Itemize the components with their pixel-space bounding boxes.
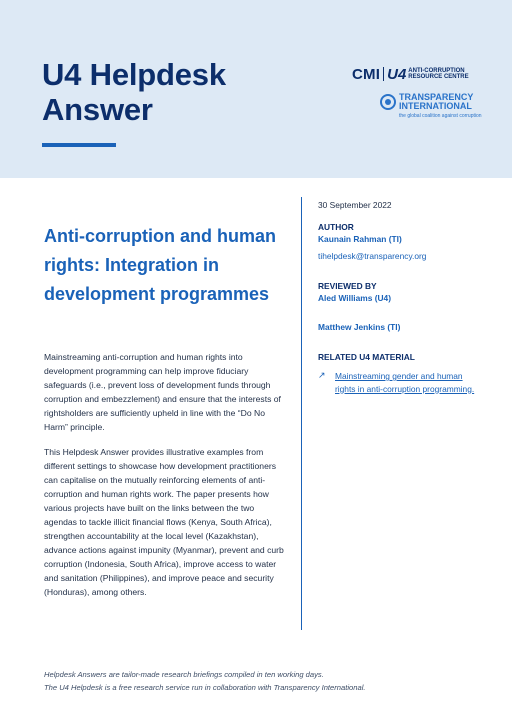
- logo-divider: [383, 67, 384, 81]
- footer-line-2: The U4 Helpdesk is a free research service run in collaboration with Transparency International.: [44, 682, 366, 692]
- document-title: Anti-corruption and human rights: Integration in development programmes: [44, 226, 276, 304]
- sidebar-divider: [301, 197, 302, 630]
- transparency-international-logo[interactable]: [380, 92, 482, 119]
- ti-logo-name: [399, 93, 473, 111]
- reviewer-name-1: Aled Williams (U4): [318, 293, 391, 303]
- cmi-u4-logo[interactable]: [352, 66, 469, 82]
- ti-logo-name2: INTERNATIONAL: [399, 101, 472, 111]
- author-heading: AUTHOR: [318, 222, 354, 232]
- related-material-link-text[interactable]: Mainstreaming gender and human rights in anti-corruption programming.: [335, 371, 475, 394]
- author-email-link[interactable]: tihelpdesk@transparency.org: [318, 251, 427, 261]
- title-underline: [42, 143, 116, 147]
- globe-icon: [380, 94, 396, 110]
- u4-logo-sub1: ANTI-CORRUPTION: [408, 68, 465, 74]
- u4-logo-text: U4: [387, 65, 407, 83]
- related-material-heading: RELATED U4 MATERIAL: [318, 352, 415, 362]
- footer-line-1: Helpdesk Answers are tailor-made research briefings compiled in ten working days.: [44, 670, 324, 679]
- publication-type-line2: Answer: [42, 92, 153, 127]
- u4-logo-sub2: RESOURCE CENTRE: [408, 74, 469, 80]
- author-name: Kaunain Rahman (TI): [318, 234, 402, 244]
- external-link-arrow-icon: ↗: [318, 370, 326, 380]
- summary-paragraph-2: This Helpdesk Answer provides illustrative examples from different settings to showcase how development practitioners can capitalise on the mutually reinforcing elements of anti-corruption and human rights work. The paper presents how various projects have built on the links between the two agendas to tackle illicit financial flows (Kenya, South Africa), strengthen accountability at the local level (Kazakhstan), advance actions against impunity (Myanmar), prevent and curb corruption (Indonesia, South Africa), improve access to water and sanitation (Philippines), and improve peace and security (Honduras), among others.: [44, 447, 284, 597]
- publication-type-title: [42, 57, 226, 127]
- header-banner: [0, 0, 512, 178]
- ti-logo-name1: TRANSPARENCY: [399, 92, 474, 102]
- publication-type-line1: U4 Helpdesk: [42, 57, 226, 92]
- ti-logo-tagline: the global coalition against corruption: [399, 113, 482, 119]
- publication-date: 30 September 2022: [318, 200, 392, 210]
- u4-logo-subtitle: [408, 68, 468, 80]
- reviewer-name-2: Matthew Jenkins (TI): [318, 322, 401, 332]
- footer-note: [44, 669, 484, 694]
- summary-paragraph-1: Mainstreaming anti-corruption and human rights into development programming can help improve fiduciary safeguards (i.e., prevent loss of development funds through corruption and embezzlement) and ensure that the interests of rightsholders are sufficiently upheld in line with the “Do No Harm” principle.: [44, 352, 281, 432]
- reviewed-by-heading: REVIEWED BY: [318, 281, 377, 291]
- cmi-logo-text: CMI: [352, 65, 381, 83]
